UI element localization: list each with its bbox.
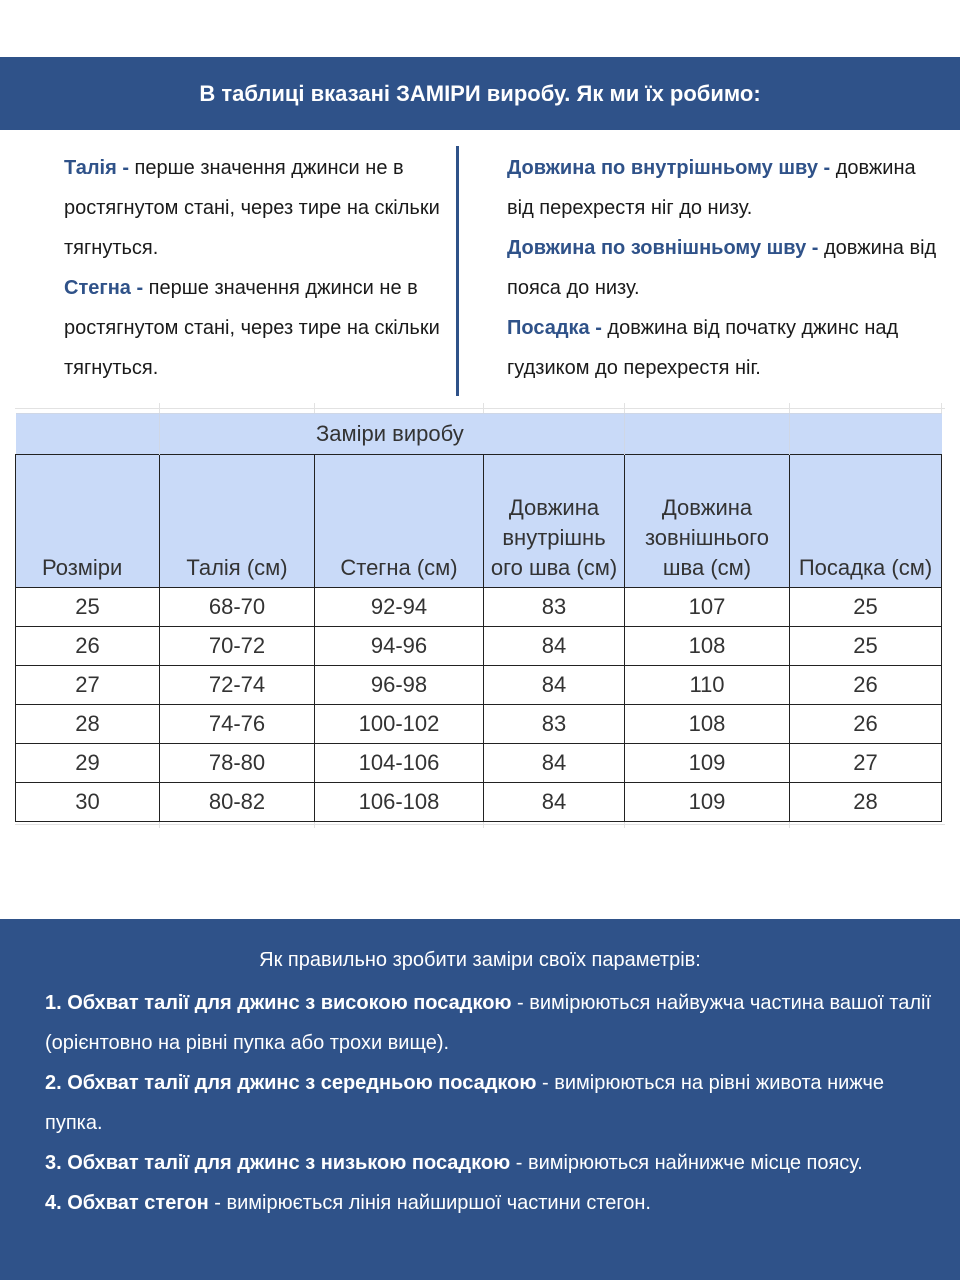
- cell-size: 28: [16, 705, 160, 744]
- cell-rise: 26: [790, 666, 942, 705]
- instructions-heading: Як правильно зробити заміри своїх параметрів:: [259, 949, 701, 971]
- definition-text: довжина від перехрестя ніг до низу.: [507, 157, 916, 219]
- definition-term: Довжина по зовнішньому шву -: [507, 237, 819, 259]
- gridline: [314, 403, 315, 413]
- cell-rise: 28: [790, 783, 942, 822]
- instruction-item: [45, 1063, 935, 1143]
- definition-hips: [64, 268, 444, 388]
- cell-inseam: 84: [484, 783, 625, 822]
- cell-waist: 78-80: [160, 744, 315, 783]
- cell-inseam: 84: [484, 744, 625, 783]
- instruction-item: [45, 1183, 935, 1223]
- definitions-left: [64, 148, 444, 388]
- table-row: [16, 744, 942, 783]
- cell-size: 25: [16, 588, 160, 627]
- cell-size: 26: [16, 627, 160, 666]
- cell-waist: 74-76: [160, 705, 315, 744]
- instruction-text: - вимірюється лінія найширшої частини стегон.: [208, 1192, 651, 1214]
- instructions-list: [45, 983, 935, 1223]
- banner-title: В таблиці вказані ЗАМІРИ виробу. Як ми їх робимо:: [199, 80, 761, 106]
- gridline: [624, 403, 625, 413]
- instruction-title: 2. Обхват талії для джинс з середньою посадкою: [45, 1072, 537, 1094]
- definition-outseam: [507, 228, 947, 308]
- cell-size: 29: [16, 744, 160, 783]
- header-waist: Талія (см): [160, 455, 315, 588]
- cell-outseam: 109: [625, 744, 790, 783]
- table-row: [16, 705, 942, 744]
- gridline: [15, 408, 945, 409]
- instruction-item: [45, 1143, 935, 1183]
- cell-inseam: 83: [484, 588, 625, 627]
- instruction-item: [45, 983, 935, 1063]
- table-caption: Заміри виробу: [316, 421, 464, 446]
- header-rise: Посадка (см): [790, 455, 942, 588]
- definition-term: Посадка -: [507, 317, 602, 339]
- cell-rise: 25: [790, 588, 942, 627]
- cell-outseam: 108: [625, 627, 790, 666]
- definition-inseam: [507, 148, 947, 228]
- cell-size: 30: [16, 783, 160, 822]
- definition-term: Талія -: [64, 157, 129, 179]
- cell-waist: 72-74: [160, 666, 315, 705]
- cell-size: 27: [16, 666, 160, 705]
- table-row: [16, 783, 942, 822]
- gridline: [941, 403, 942, 413]
- header-size: Розміри: [16, 455, 160, 588]
- definition-text: перше значення джинси не в ростягнутом стані, через тире на скільки тягнуться.: [64, 277, 440, 379]
- table-body: [16, 588, 942, 822]
- table-row: [16, 627, 942, 666]
- definition-waist: [64, 148, 444, 268]
- table-header-row: [16, 455, 942, 588]
- instruction-text: - вимірюються найвужча частина вашої талії (орієнтовно на рівні пупка або трохи вище).: [45, 992, 932, 1054]
- table-row: [16, 666, 942, 705]
- instruction-title: 3. Обхват талії для джинс з низькою посадкою: [45, 1152, 511, 1174]
- caption-empty-cell: [625, 414, 790, 455]
- definition-text: перше значення джинси не в ростягнутом стані, через тире на скільки тягнуться.: [64, 157, 440, 259]
- cell-hips: 94-96: [315, 627, 484, 666]
- cell-waist: 80-82: [160, 783, 315, 822]
- cell-outseam: 107: [625, 588, 790, 627]
- cell-rise: 25: [790, 627, 942, 666]
- cell-hips: 92-94: [315, 588, 484, 627]
- header-inseam: Довжина внутрішнь ого шва (см): [484, 455, 625, 588]
- top-banner: [0, 57, 960, 130]
- gridline: [789, 403, 790, 413]
- cell-rise: 27: [790, 744, 942, 783]
- definition-term: Стегна -: [64, 277, 144, 299]
- cell-outseam: 109: [625, 783, 790, 822]
- cell-outseam: 108: [625, 705, 790, 744]
- table-caption-row: [16, 414, 942, 455]
- header-outseam: Довжина зовнішнього шва (см): [625, 455, 790, 588]
- table-caption-cell: [160, 414, 625, 455]
- definition-text: довжина від початку джинс над гудзиком до перехрестя ніг.: [507, 317, 899, 379]
- cell-rise: 26: [790, 705, 942, 744]
- cell-inseam: 84: [484, 666, 625, 705]
- gridline: [483, 403, 484, 413]
- gridline: [159, 403, 160, 413]
- cell-hips: 106-108: [315, 783, 484, 822]
- caption-empty-cell: [16, 414, 160, 455]
- cell-hips: 96-98: [315, 666, 484, 705]
- cell-outseam: 110: [625, 666, 790, 705]
- column-divider: [456, 146, 459, 396]
- cell-inseam: 83: [484, 705, 625, 744]
- cell-inseam: 84: [484, 627, 625, 666]
- instructions-panel: [0, 919, 960, 1280]
- table-row: [16, 588, 942, 627]
- caption-empty-cell: [790, 414, 942, 455]
- instruction-title: 1. Обхват талії для джинс з високою посадкою: [45, 992, 512, 1014]
- cell-waist: 70-72: [160, 627, 315, 666]
- cell-hips: 104-106: [315, 744, 484, 783]
- gridline: [15, 824, 945, 825]
- header-hips: Стегна (см): [315, 455, 484, 588]
- instruction-text: - вимірюються на рівні живота нижче пупка.: [45, 1072, 885, 1134]
- instruction-title: 4. Обхват стегон: [45, 1192, 209, 1214]
- cell-waist: 68-70: [160, 588, 315, 627]
- definitions-right: [507, 148, 947, 388]
- cell-hips: 100-102: [315, 705, 484, 744]
- definition-term: Довжина по внутрішньому шву -: [507, 157, 831, 179]
- definition-text: довжина від пояса до низу.: [507, 237, 937, 299]
- instruction-text: - вимірюються найнижче місце поясу.: [510, 1152, 863, 1174]
- definition-rise: [507, 308, 947, 388]
- size-table: [15, 413, 942, 822]
